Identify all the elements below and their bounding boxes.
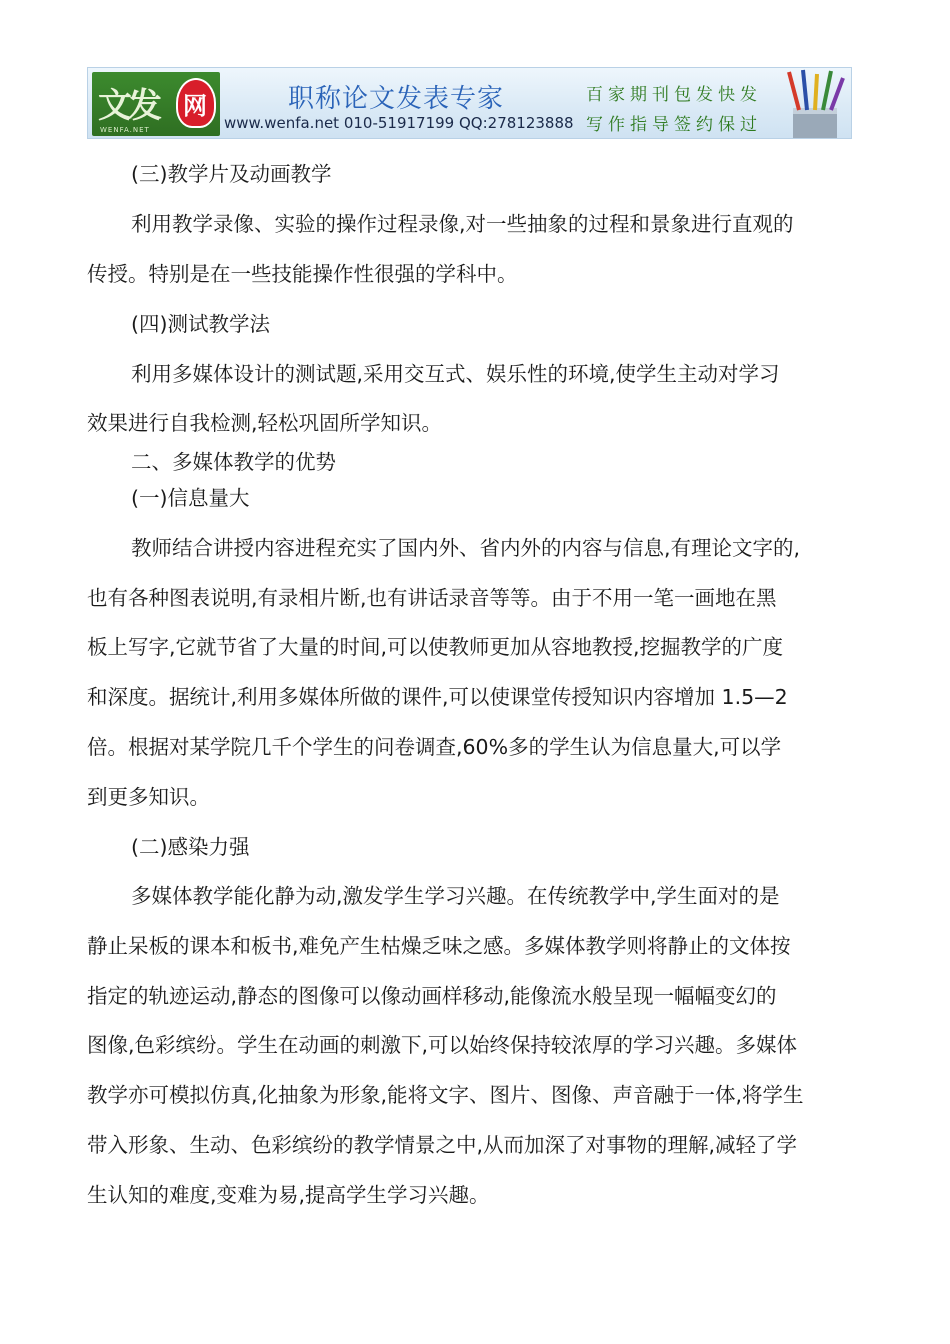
logo-accent-text: 网 — [183, 92, 207, 120]
paragraph-line: 利用教学录像、实验的操作过程录像,对一些抽象的过程和景象进行直观的 — [131, 212, 794, 236]
paragraph-line: 生认知的难度,变难为易,提高学生学习兴趣。 — [87, 1183, 490, 1207]
logo-subtitle: WENFA.NET — [100, 126, 150, 134]
section-heading: (一)信息量大 — [131, 486, 250, 510]
paragraph-line: 教师结合讲授内容进程充实了国内外、省内外的内容与信息,有理论文字的, — [131, 536, 801, 560]
paragraph-line: 到更多知识。 — [87, 785, 210, 809]
paragraph-line: 和深度。据统计,利用多媒体所做的课件,可以使课堂传授知识内容增加 1.5—2 — [87, 685, 788, 709]
banner-contact: www.wenfa.net 010-51917199 QQ:278123888 — [224, 114, 574, 132]
paragraph-line: 也有各种图表说明,有录相片断,也有讲话录音等等。由于不用一笔一画地在黑 — [87, 586, 777, 610]
section-heading: (三)教学片及动画教学 — [131, 162, 332, 186]
logo-main-text: 文发 — [98, 86, 158, 126]
paragraph-line: 教学亦可模拟仿真,化抽象为形象,能将文字、图片、图像、声音融于一体,将学生 — [87, 1083, 804, 1107]
paragraph-line: 带入形象、生动、色彩缤纷的教学情景之中,从而加深了对事物的理解,减轻了学 — [87, 1133, 798, 1157]
section-heading: (四)测试教学法 — [131, 312, 270, 336]
header-banner — [87, 67, 852, 139]
paragraph-line: 板上写字,它就节省了大量的时间,可以使教师更加从容地教授,挖掘教学的广度 — [87, 635, 784, 659]
banner-title: 职称论文发表专家 — [288, 84, 505, 114]
paragraph-line: 传授。特别是在一些技能操作性很强的学科中。 — [87, 262, 518, 286]
pens-icon — [779, 68, 849, 139]
paragraph-line: 效果进行自我检测,轻松巩固所学知识。 — [87, 411, 443, 435]
logo-accent-badge — [176, 78, 216, 128]
paragraph-line: 静止呆板的课本和板书,难免产生枯燥乏味之感。多媒体教学则将静止的文体按 — [87, 934, 791, 958]
site-logo[interactable] — [92, 72, 220, 136]
paragraph-line: 多媒体教学能化静为动,激发学生学习兴趣。在传统教学中,学生面对的是 — [131, 884, 780, 908]
paragraph-line: 图像,色彩缤纷。学生在动画的刺激下,可以始终保持较浓厚的学习兴趣。多媒体 — [87, 1033, 798, 1057]
paragraph-line: 倍。根据对某学院几千个学生的问卷调查,60%多的学生认为信息量大,可以学 — [87, 735, 782, 759]
banner-slogan-2: 写作指导签约保过 — [586, 115, 762, 135]
section-heading: (二)感染力强 — [131, 835, 250, 859]
chapter-heading: 二、多媒体教学的优势 — [131, 450, 336, 474]
paragraph-line: 指定的轨迹运动,静态的图像可以像动画样移动,能像流水般呈现一幅幅变幻的 — [87, 984, 777, 1008]
paragraph-line: 利用多媒体设计的测试题,采用交互式、娱乐性的环境,使学生主动对学习 — [131, 362, 780, 386]
banner-slogan-1: 百家期刊包发快发 — [586, 85, 762, 105]
